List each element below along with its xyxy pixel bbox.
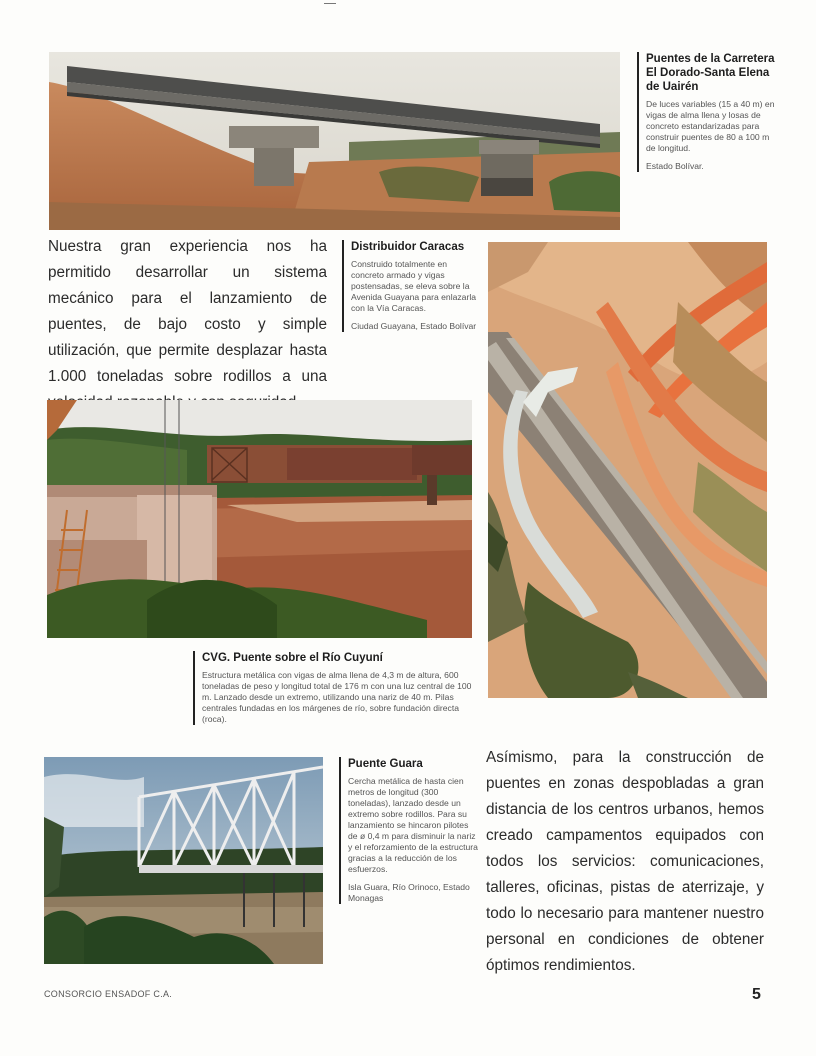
top-mark — [324, 3, 336, 4]
caption-title: Puentes de la Carretera El Dorado-Santa Elena de Uairén — [646, 53, 775, 93]
caption-description: De luces variables (15 a 40 m) en vigas de alma llena y losas de concreto estandarizadas para construir puentes de 80 a 100 m de longitud. — [646, 99, 775, 153]
caption-distribuidor-caracas — [342, 240, 479, 332]
caption-description: Construido totalmente en concreto armado y vigas postensadas, se eleva sobre la Avenida Guayana para enlazarla con la Vía Caracas. — [351, 259, 477, 313]
page-number: 5 — [752, 986, 761, 1003]
caption-location: Isla Guara, Río Orinoco, Estado Monagas — [348, 882, 470, 903]
photo-cuyuni-bridge — [47, 400, 472, 638]
caption-description: Cercha metálica de hasta cien metros de longitud (300 toneladas), lanzado desde un extremo sobre rodillos. Para su lanzamiento se hincaron pilotes de ø 0,4 m para disminuir la nariz y el reforzamiento de la estructura gracias a la reducción de los esfuerzos. — [348, 776, 478, 874]
caption-description: Estructura metálica con vigas de alma llena de 4,3 m de altura, 600 toneladas de peso y longitud total de 176 m con una luz central de 100 m. Lanzado desde un extremo, utilizando una nariz de 40 m. Pilas centrales fundadas en los márgenes de río, sobre fundación directa (roca). — [202, 670, 472, 724]
body-paragraph-1: Nuestra gran experiencia nos ha permitido desarrollar un sistema mecánico para el lanzamiento de puentes, de bajo costo y simple utilización, que permite desplazar hasta 1.000 toneladas sobre rodillos a una — [48, 238, 327, 385]
caption-title: CVG. Puente sobre el Río Cuyuní — [202, 652, 383, 664]
caption-title: Puente Guara — [348, 758, 423, 770]
footer-company: CONSORCIO ENSADOF C.A. — [44, 989, 173, 999]
caption-location: Estado Bolívar. — [646, 161, 704, 171]
caption-location: Ciudad Guayana, Estado Bolívar — [351, 321, 477, 331]
body-paragraph-2: Asímismo, para la construcción de puentes en zonas despobladas a gran distancia de los centros urbanos, hemos creado campamentos equipados con todos los servicios: comunicaciones, talleres, oficinas, pistas de aterrizaje, y todo lo necesario para mantener nuestro personal en condiciones de obtener óptimos rendimientos. — [486, 749, 764, 974]
photo-aerial-interchange — [488, 242, 767, 698]
caption-carretera — [637, 52, 776, 172]
caption-cuyuni — [193, 651, 472, 725]
caption-puente-guara — [339, 757, 478, 904]
photo-carretera-bridge — [49, 52, 620, 230]
caption-title: Distribuidor Caracas — [351, 241, 465, 253]
photo-guara-bridge — [44, 757, 323, 964]
